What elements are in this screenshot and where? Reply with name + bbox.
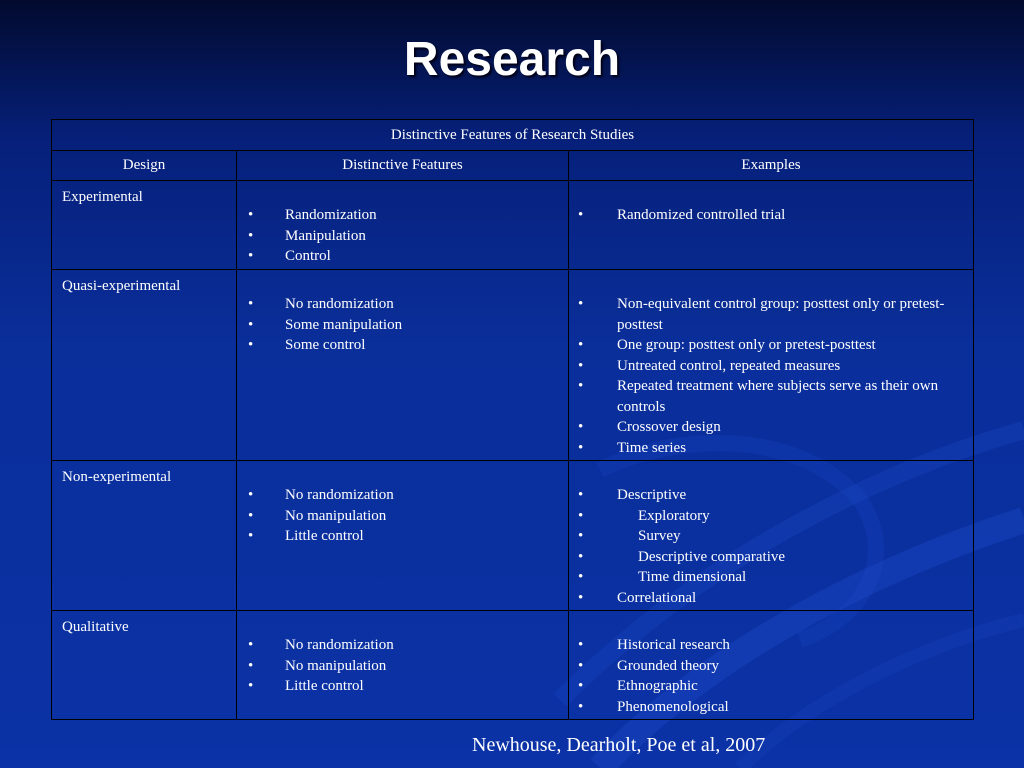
- list-item: • Some manipulation: [237, 315, 568, 336]
- list-item: • Phenomenological: [569, 697, 973, 718]
- table-row: [52, 461, 974, 611]
- header-distinctive-features: Distinctive Features: [237, 151, 569, 181]
- design-cell: Experimental: [52, 181, 237, 270]
- design-cell: Quasi-experimental: [52, 270, 237, 461]
- list-item: • Survey: [569, 526, 973, 547]
- features-cell: [237, 611, 569, 720]
- examples-cell: [569, 270, 974, 461]
- list-item: • Descriptive: [569, 485, 973, 506]
- slide-title: Research: [403, 33, 621, 86]
- table-caption: Distinctive Features of Research Studies: [52, 120, 974, 151]
- list-item: • Little control: [237, 526, 568, 547]
- design-cell: Qualitative: [52, 611, 237, 720]
- list-item: • No manipulation: [237, 506, 568, 527]
- features-cell: [237, 181, 569, 270]
- list-item: • Non-equivalent control group: posttest only or pretest-posttest: [569, 294, 973, 335]
- list-item: • Some control: [237, 335, 568, 356]
- list-item: • Ethnographic: [569, 676, 973, 697]
- list-item: • Control: [237, 246, 568, 267]
- features-cell: [237, 270, 569, 461]
- examples-cell: [569, 611, 974, 720]
- examples-cell: [569, 461, 974, 611]
- list-item: • Time dimensional: [569, 567, 973, 588]
- list-item: • One group: posttest only or pretest-posttest: [569, 335, 973, 356]
- table-row: [52, 611, 974, 720]
- features-cell: [237, 461, 569, 611]
- header-design: Design: [52, 151, 237, 181]
- list-item: • Descriptive comparative: [569, 547, 973, 568]
- list-item: • No randomization: [237, 294, 568, 315]
- list-item: • No manipulation: [237, 656, 568, 677]
- header-examples: Examples: [569, 151, 974, 181]
- list-item: • Historical research: [569, 635, 973, 656]
- citation: Newhouse, Dearholt, Poe et al, 2007: [472, 734, 766, 756]
- list-item: • Repeated treatment where subjects serve as their own controls: [569, 376, 973, 417]
- table-row: [52, 181, 974, 270]
- table-row: [52, 270, 974, 461]
- list-item: • Randomized controlled trial: [569, 205, 973, 226]
- table-caption-row: [52, 120, 974, 151]
- table-header-row: [52, 151, 974, 181]
- list-item: • Grounded theory: [569, 656, 973, 677]
- list-item: • Little control: [237, 676, 568, 697]
- list-item: • Exploratory: [569, 506, 973, 527]
- examples-cell: [569, 181, 974, 270]
- list-item: • No randomization: [237, 635, 568, 656]
- list-item: • Untreated control, repeated measures: [569, 356, 973, 377]
- list-item: • No randomization: [237, 485, 568, 506]
- list-item: • Randomization: [237, 205, 568, 226]
- list-item: • Time series: [569, 438, 973, 459]
- list-item: • Correlational: [569, 588, 973, 609]
- design-cell: Non-experimental: [52, 461, 237, 611]
- list-item: • Crossover design: [569, 417, 973, 438]
- list-item: • Manipulation: [237, 226, 568, 247]
- research-table: [51, 119, 974, 720]
